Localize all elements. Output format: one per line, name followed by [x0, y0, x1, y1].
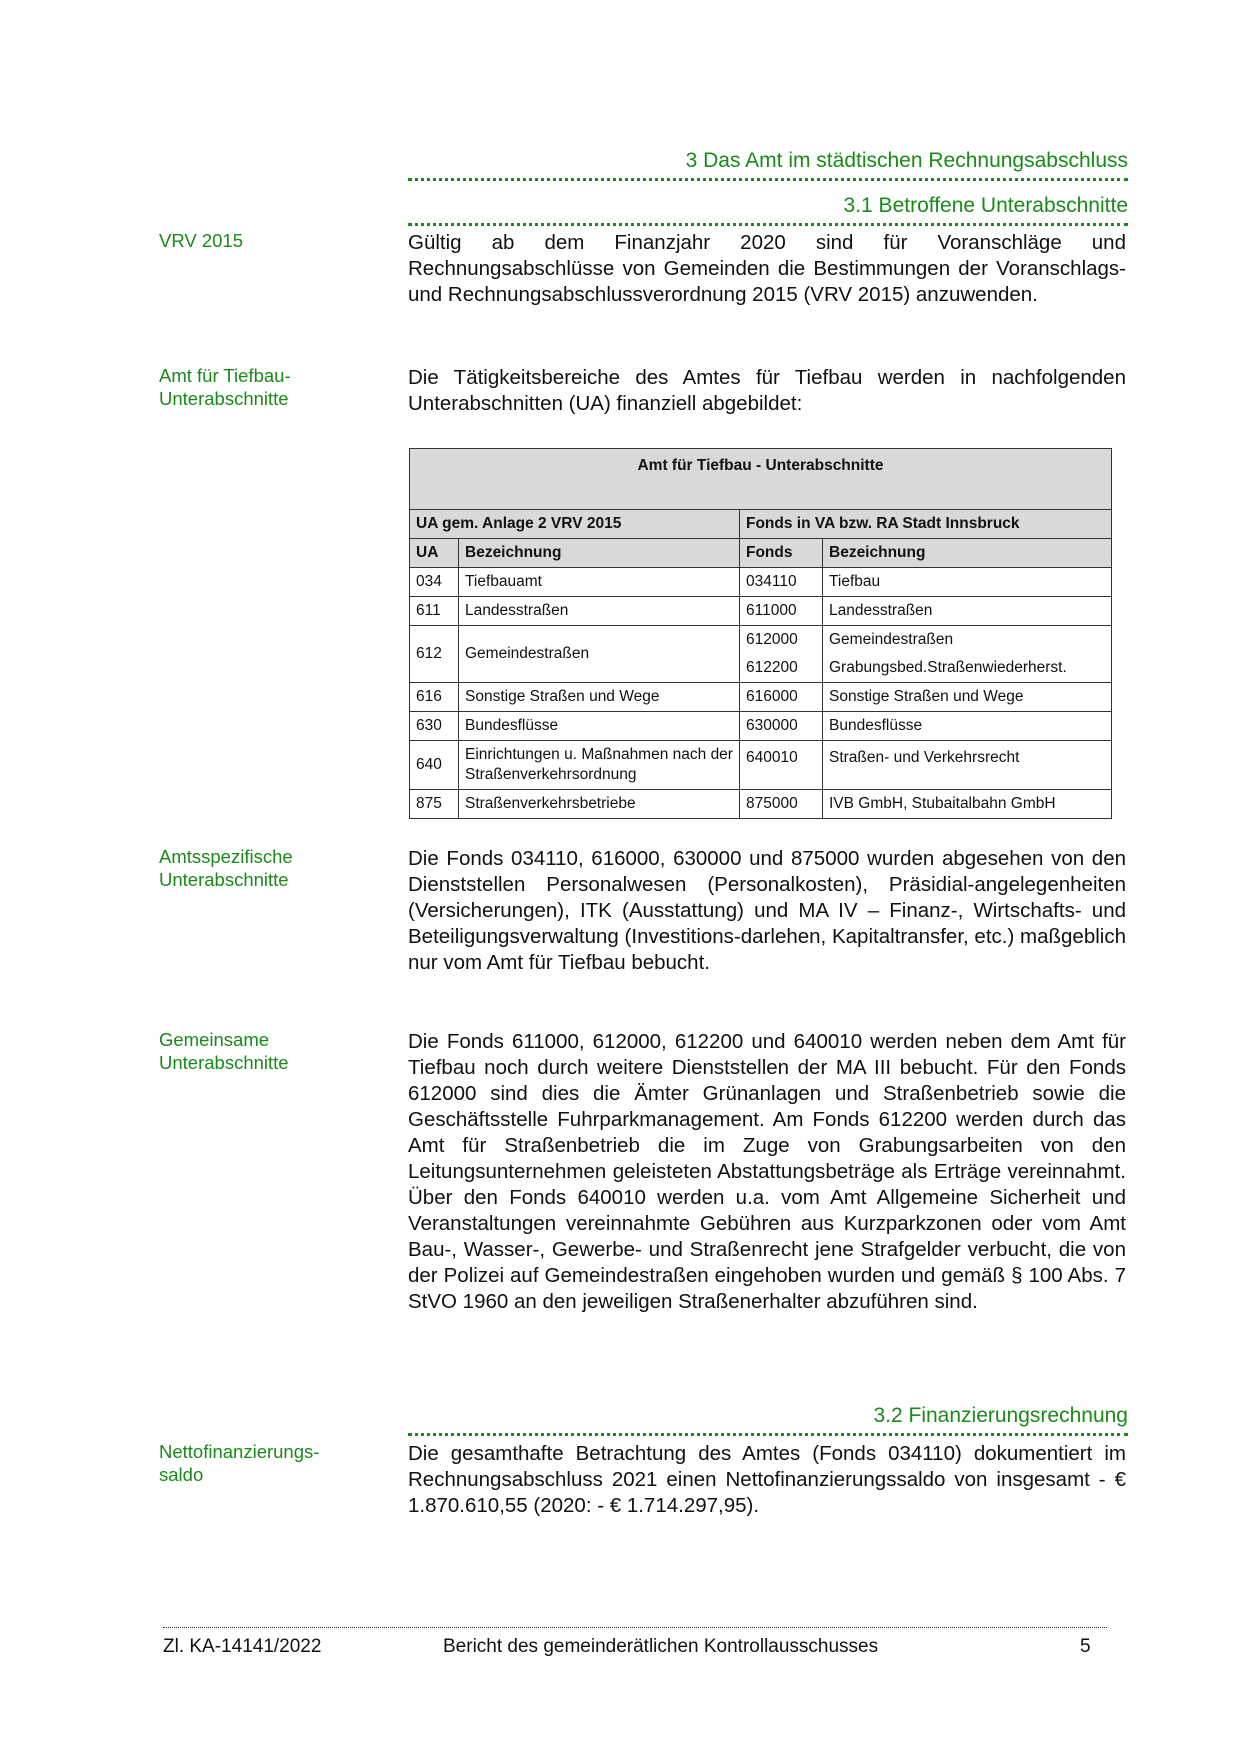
table-row: [410, 597, 1112, 626]
column-header-ua: UA: [410, 539, 459, 568]
margin-label-line: Gemeinsame: [159, 1029, 270, 1050]
cell-fonds-bezeichnung: Straßen- und Verkehrsrecht: [823, 741, 1112, 790]
cell-ua-bezeichnung: Gemeindestraßen: [459, 626, 740, 683]
table-row: [410, 683, 1112, 712]
cell-fonds: 630000: [740, 712, 823, 741]
section-heading-text: 3.1 Betroffene Unterabschnitte: [843, 194, 1128, 217]
cell-fonds-bezeichnung: [823, 626, 1112, 683]
column-header-fonds-bezeichnung: Bezeichnung: [823, 539, 1112, 568]
cell-ua: 630: [410, 712, 459, 741]
margin-label-line: saldo: [159, 1464, 204, 1485]
cell-fonds: 034110: [740, 568, 823, 597]
dotted-rule: [408, 1433, 1128, 1436]
cell-fonds-bezeichnung: Bundesflüsse: [823, 712, 1112, 741]
cell-ua: 612: [410, 626, 459, 683]
cell-fonds: 640010: [740, 741, 823, 790]
footer-title: Bericht des gemeinderätlichen Kontrollausschusses: [443, 1636, 879, 1657]
cell-fonds-bezeichnung: Sonstige Straßen und Wege: [823, 683, 1112, 712]
margin-label-line: Unterabschnitte: [159, 388, 289, 409]
unterabschnitte-table: [409, 448, 1112, 819]
table-row: [410, 626, 1112, 683]
margin-label-line: Unterabschnitte: [159, 1052, 289, 1073]
section-heading-3-2: [408, 1403, 1128, 1436]
cell-fonds-bezeichnung: Tiefbau: [823, 568, 1112, 597]
margin-label-line: Nettofinanzierungs-: [159, 1441, 320, 1462]
group-header-ua: UA gem. Anlage 2 VRV 2015: [410, 510, 740, 539]
table-row: [410, 741, 1112, 790]
cell-ua-bezeichnung: Tiefbauamt: [459, 568, 740, 597]
cell-fonds: [740, 626, 823, 683]
sub-cell-fonds-bezeichnung: Grabungsbed.Straßenwiederherst.: [829, 659, 1067, 676]
sub-cell-fonds: 612000: [746, 631, 798, 648]
margin-label-netto: [159, 1440, 379, 1486]
cell-ua-bezeichnung: Straßenverkehrsbetriebe: [459, 790, 740, 819]
paragraph-vrv: Gültig ab dem Finanzjahr 2020 sind für Voranschläge und Rechnungsabschlüsse von Gemeinden die Bestimmungen der Voranschlags- und Rechnungsabschlussverordnung 2015 (VRV 2015) anzuwenden.: [408, 231, 1126, 306]
margin-label-amt: [159, 364, 379, 410]
page-number: 5: [1080, 1636, 1091, 1657]
cell-fonds-bezeichnung: IVB GmbH, Stubaitalbahn GmbH: [823, 790, 1112, 819]
cell-fonds: 616000: [740, 683, 823, 712]
paragraph-amt: Die Tätigkeitsbereiche des Amtes für Tiefbau werden in nachfolgenden Unterabschnitten (UA) finanziell abgebildet:: [408, 366, 1126, 415]
chapter-heading: [408, 148, 1128, 181]
margin-label-amtsspezifisch: [159, 845, 379, 891]
cell-ua-bezeichnung: Bundesflüsse: [459, 712, 740, 741]
dotted-rule: [408, 178, 1128, 181]
paragraph-amtsspezifisch: Die Fonds 034110, 616000, 630000 und 875000 wurden abgesehen von den Dienststellen Personalwesen (Personalkosten), Präsidial-angelegenheiten (Versicherungen), ITK (Ausstattung) und MA IV – Finanz-, Wirtschafts- und Beteiligungsverwaltung (Investitions-darlehen, Kapitaltransfer, etc.) maßgeblich nur vom Amt für Tiefbau bebucht.: [408, 847, 1126, 974]
margin-label-vrv: [159, 229, 379, 252]
cell-fonds-bezeichnung: Landesstraßen: [823, 597, 1112, 626]
chapter-heading-text: 3 Das Amt im städtischen Rechnungsabschluss: [685, 149, 1128, 172]
column-header-bezeichnung: Bezeichnung: [459, 539, 740, 568]
margin-label-gemeinsam: [159, 1028, 379, 1074]
cell-ua: 034: [410, 568, 459, 597]
cell-ua-bezeichnung: Sonstige Straßen und Wege: [459, 683, 740, 712]
column-header-fonds: Fonds: [740, 539, 823, 568]
cell-ua: 640: [410, 741, 459, 790]
cell-ua: 875: [410, 790, 459, 819]
margin-label-line: Unterabschnitte: [159, 869, 289, 890]
cell-ua: 611: [410, 597, 459, 626]
section-heading-text: 3.2 Finanzierungsrechnung: [873, 1404, 1128, 1427]
table-group-row: [410, 510, 1112, 539]
table-row: [410, 568, 1112, 597]
footer-dotted-rule: [163, 1627, 1107, 1628]
table-row: [410, 712, 1112, 741]
dotted-rule: [408, 223, 1128, 226]
table-row: [410, 790, 1112, 819]
sub-cell-fonds-bezeichnung: Gemeindestraßen: [829, 631, 954, 648]
paragraph-gemeinsam: Die Fonds 611000, 612000, 612200 und 640010 werden neben dem Amt für Tiefbau noch durch weitere Dienststellen der MA III bebucht. Für den Fonds 612000 sind dies die Ämter Grünanlagen und Straßenbetrieb sowie die Geschäftsstelle Fuhrparkmanagement. Am Fonds 612200 werden durch das Amt für Straßenbetrieb die im Zuge von Grabungsarbeiten von den Leitungsunternehmen geleisteten Abstattungsbeträge als Erträge vereinnahmt. Über den Fonds 640010 werden u.a. vom Amt Allgemeine Sicherheit und Veranstaltungen vereinnahmte Gebühren aus Kurzparkzonen oder vom Amt Bau-, Wasser-, Gewerbe- und Straßenrecht jene Strafgelder verbucht, die von der Polizei auf Gemeindestraßen eingehoben wurden und gemäß § 100 Abs. 7 StVO 1960 an den jeweiligen Straßenerhalter abzuführen sind.: [408, 1030, 1126, 1313]
cell-fonds: 875000: [740, 790, 823, 819]
cell-ua-bezeichnung: Landesstraßen: [459, 597, 740, 626]
margin-label-text: VRV 2015: [159, 230, 243, 251]
table-caption-row: [410, 449, 1112, 510]
section-heading-3-1: [408, 193, 1128, 226]
table-caption: Amt für Tiefbau - Unterabschnitte: [410, 449, 1112, 510]
sub-cell-fonds: 612200: [746, 659, 798, 676]
group-header-fonds: Fonds in VA bzw. RA Stadt Innsbruck: [740, 510, 1112, 539]
margin-label-line: Amtsspezifische: [159, 846, 293, 867]
table-column-header-row: [410, 539, 1112, 568]
cell-ua-bezeichnung: Einrichtungen u. Maßnahmen nach der Straßenverkehrsordnung: [459, 741, 740, 790]
paragraph-netto: Die gesamthafte Betrachtung des Amtes (Fonds 034110) dokumentiert im Rechnungsabschluss 2021 einen Nettofinanzierungssaldo von insgesamt - € 1.870.610,55 (2020: - € 1.714.297,95).: [408, 1442, 1126, 1517]
cell-ua: 616: [410, 683, 459, 712]
margin-label-line: Amt für Tiefbau-: [159, 365, 291, 386]
cell-fonds: 611000: [740, 597, 823, 626]
table-body: [410, 568, 1112, 819]
footer-reference: Zl. KA-14141/2022: [163, 1636, 322, 1657]
